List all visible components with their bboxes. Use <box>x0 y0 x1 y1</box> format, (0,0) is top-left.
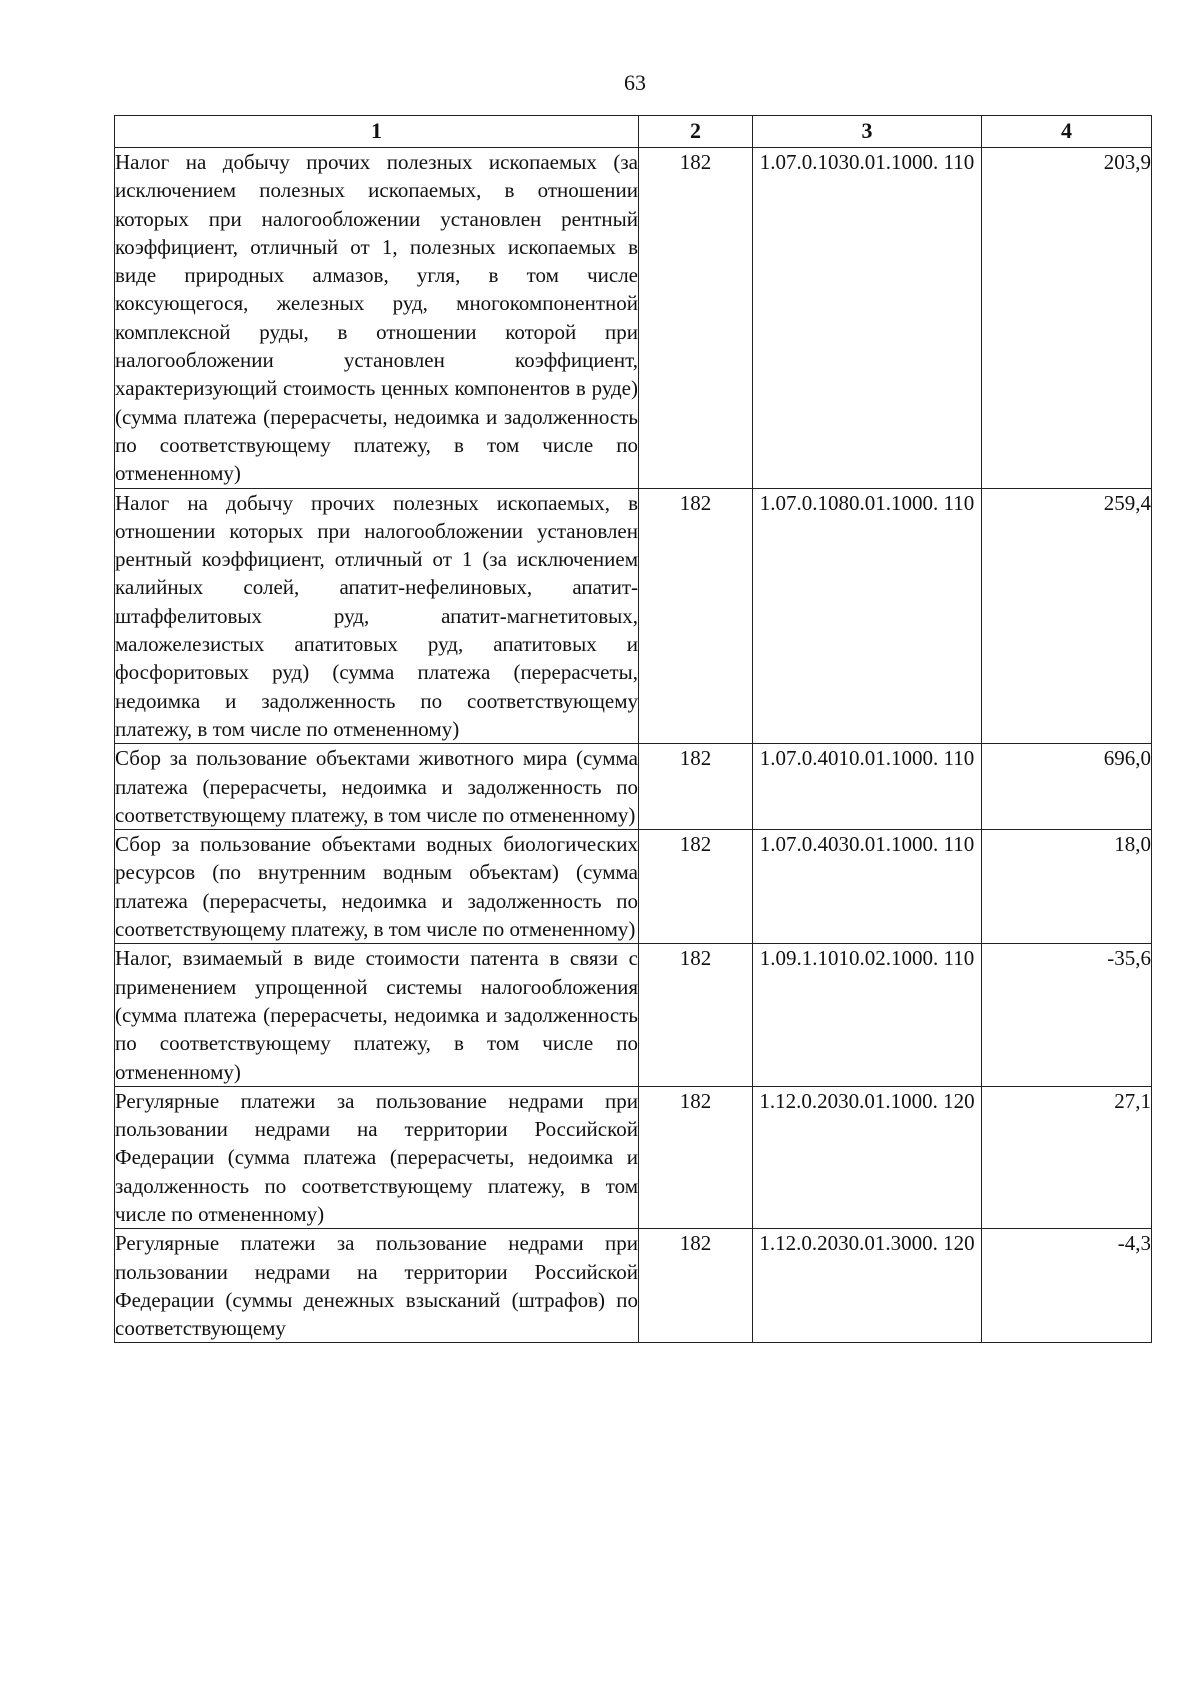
budget-code-cell: 1.07.0.4030.01.1000. 110 <box>753 830 982 944</box>
amount-cell: 18,0 <box>982 830 1152 944</box>
table-row <box>115 830 1152 944</box>
table-row <box>115 944 1152 1086</box>
budget-code-cell: 1.12.0.2030.01.1000. 120 <box>753 1086 982 1228</box>
revenue-name-cell: Сбор за пользование объектами водных биологических ресурсов (по внутренним водным объектам) (сумма платежа (перерасчеты, недоимка и задолженность по соответствующему платежу, в том числе по отмененному) <box>115 830 639 944</box>
table-row <box>115 1086 1152 1228</box>
administrator-code-cell: 182 <box>639 830 753 944</box>
amount-cell: 27,1 <box>982 1086 1152 1228</box>
table-row <box>115 1229 1152 1343</box>
amount-cell: 203,9 <box>982 148 1152 489</box>
page-number: 63 <box>624 70 646 95</box>
column-header-2: 2 <box>639 116 753 148</box>
revenue-name-cell: Сбор за пользование объектами животного мира (сумма платежа (перерасчеты, недоимка и задолженность по соответствующему платежу, в том числе по отмененному) <box>115 744 639 830</box>
table-header-row <box>115 116 1152 148</box>
administrator-code-cell: 182 <box>639 488 753 744</box>
budget-code-cell: 1.07.0.4010.01.1000. 110 <box>753 744 982 830</box>
table-row <box>115 148 1152 489</box>
budget-code-cell: 1.09.1.1010.02.1000. 110 <box>753 944 982 1086</box>
budget-code-cell: 1.07.0.1030.01.1000. 110 <box>753 148 982 489</box>
table-row <box>115 488 1152 744</box>
administrator-code-cell: 182 <box>639 1086 753 1228</box>
revenue-name-cell: Налог на добычу прочих полезных ископаемых, в отношении которых при налогообложении установлен рентный коэффициент, отличный от 1 (за исключением калийных солей, апатит-нефелиновых, апатит-штаффелитовых руд, апатит-магнетитовых, маложелезистых апатитовых руд, апатитовых и фосфоритовых руд) (сумма платежа (перерасчеты, недоимка и задолженность по соответствующему платежу, в том числе по отмененному) <box>115 488 639 744</box>
amount-cell: 696,0 <box>982 744 1152 830</box>
column-header-3: 3 <box>753 116 982 148</box>
column-header-4: 4 <box>982 116 1152 148</box>
amount-cell: 259,4 <box>982 488 1152 744</box>
revenue-name-cell: Налог, взимаемый в виде стоимости патента в связи с применением упрощенной системы налогообложения (сумма платежа (перерасчеты, недоимка и задолженность по соответствующему платежу, в том числе по отмененному) <box>115 944 639 1086</box>
table-row <box>115 744 1152 830</box>
revenue-table <box>114 115 1152 1343</box>
administrator-code-cell: 182 <box>639 944 753 1086</box>
revenue-name-cell: Налог на добычу прочих полезных ископаемых (за исключением полезных ископаемых, в отношении которых при налогообложении установлен рентный коэффициент, отличный от 1, полезных ископаемых в виде природных алмазов, угля, в том числе коксующегося, железных руд, многокомпонентной комплексной руды, в отношении которой при налогообложении установлен коэффициент, характеризующий стоимость ценных компонентов в руде) (сумма платежа (перерасчеты, недоимка и задолженность по соответствующему платежу, в том числе по отмененному) <box>115 148 639 489</box>
budget-code-cell: 1.12.0.2030.01.3000. 120 <box>753 1229 982 1343</box>
administrator-code-cell: 182 <box>639 148 753 489</box>
administrator-code-cell: 182 <box>639 744 753 830</box>
revenue-name-cell: Регулярные платежи за пользование недрами при пользовании недрами на территории Российской Федерации (суммы денежных взысканий (штрафов) по соответствующему <box>115 1229 639 1343</box>
revenue-name-cell: Регулярные платежи за пользование недрами при пользовании недрами на территории Российской Федерации (сумма платежа (перерасчеты, недоимка и задолженность по соответствующему платежу, в том числе по отмененному) <box>115 1086 639 1228</box>
amount-cell: -4,3 <box>982 1229 1152 1343</box>
administrator-code-cell: 182 <box>639 1229 753 1343</box>
amount-cell: -35,6 <box>982 944 1152 1086</box>
column-header-1: 1 <box>115 116 639 148</box>
budget-code-cell: 1.07.0.1080.01.1000. 110 <box>753 488 982 744</box>
